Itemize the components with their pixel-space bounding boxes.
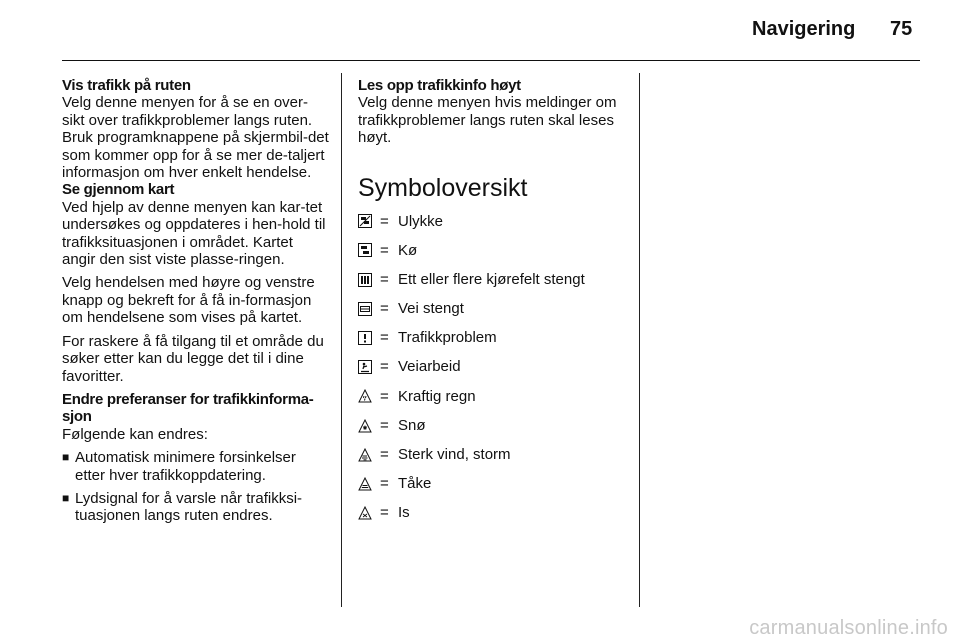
symbol-row-kraftig-regn (358, 382, 630, 411)
lanes-closed-icon (358, 273, 372, 287)
queue-icon (358, 243, 372, 257)
snow-icon (358, 419, 372, 433)
symbol-label: Vei stengt (398, 300, 464, 318)
symbol-row-take (358, 469, 630, 498)
paragraph-velg-hendelsen: Velg hendelsen med høyre og venstre knapp og bekreft for å få in-formasjon om hendelsene som vises på kartet. (62, 274, 315, 327)
heading-les-opp: Les opp trafikkinfo høyt (358, 77, 521, 94)
column-divider-left (341, 73, 342, 607)
symbol-row-ulykke (358, 207, 630, 236)
heading-endre-preferanser: Endre preferanser for trafikkinforma-sjon (62, 390, 314, 426)
page-header-title: Navigering (752, 18, 856, 40)
equals-sign: = (380, 387, 389, 405)
section-title-symboloversikt: Symboloversikt (358, 173, 528, 202)
watermark: carmanualsonline.info (749, 617, 948, 639)
ice-icon (358, 506, 372, 520)
heavy-rain-icon (358, 389, 372, 403)
symbol-label: Is (398, 504, 410, 522)
symbol-label: Ulykke (398, 212, 444, 230)
paragraph-se-gjennom-kart: Ved hjelp av denne menyen kan kar-tet undersøkes og oppdateres i hen-hold til trafikksituasjonen i området. Kartet angir den sist viste plasse-ringen. (62, 198, 326, 269)
equals-sign: = (380, 358, 389, 376)
symbol-row-trafikkproblem (358, 323, 630, 352)
symbol-row-storm (358, 440, 630, 469)
symbol-row-sno (358, 411, 630, 440)
list-item: ■ Automatisk minimere forsinkelser etter hver trafikkoppdatering. (62, 449, 330, 484)
left-column (62, 77, 330, 531)
paragraph-vis-trafikk: Velg denne menyen for å se en over-sikt over trafikkproblemer langs ruten. Bruk programknappene på skjermbil-det som kommer opp for å se mer de-taljert informasjon om hver enkelt hendelse. (62, 94, 329, 182)
symbol-label: Kø (398, 241, 418, 259)
symbol-label: Ett eller flere kjørefelt stengt (398, 270, 585, 288)
symbol-label: Trafikkproblem (398, 329, 497, 347)
symbol-row-vei-stengt (358, 294, 630, 323)
symbol-row-kjorefelt (358, 265, 630, 294)
page-number: 75 (890, 18, 913, 40)
equals-sign: = (380, 300, 389, 318)
accident-icon (358, 214, 372, 228)
equals-sign: = (380, 475, 389, 493)
heading-vis-trafikk: Vis trafikk på ruten (62, 77, 191, 94)
equals-sign: = (380, 446, 389, 464)
header-rule (62, 60, 920, 61)
fog-icon (358, 477, 372, 491)
traffic-problem-icon (358, 331, 372, 345)
equals-sign: = (380, 270, 389, 288)
symbol-label: Veiarbeid (398, 358, 461, 376)
list-item: ■ Lydsignal for å varsle når trafikksi-tuasjonen langs ruten endres. (62, 490, 330, 525)
symbol-label: Snø (398, 416, 426, 434)
symbol-list (358, 207, 630, 528)
equals-sign: = (380, 241, 389, 259)
symbol-label: Tåke (398, 475, 432, 493)
road-closed-icon (358, 302, 372, 316)
middle-column (358, 77, 630, 528)
symbol-row-is (358, 499, 630, 528)
preference-list (62, 449, 330, 525)
roadworks-icon (358, 360, 372, 374)
storm-icon (358, 448, 372, 462)
heading-se-gjennom-kart: Se gjennom kart (62, 181, 175, 199)
equals-sign: = (380, 212, 389, 230)
equals-sign: = (380, 416, 389, 434)
symbol-row-ko (358, 236, 630, 265)
equals-sign: = (380, 329, 389, 347)
paragraph-folgende: Følgende kan endres: (62, 425, 208, 443)
paragraph-les-opp: Velg denne menyen hvis meldinger om trafikkproblemer langs ruten skal leses høyt. (358, 94, 617, 147)
paragraph-raskere-tilgang: For raskere å få tilgang til et område du søker etter kan du legge det til i dine favoritter. (62, 332, 324, 385)
column-divider-right (639, 73, 640, 607)
symbol-label: Kraftig regn (398, 387, 476, 405)
symbol-label: Sterk vind, storm (398, 446, 511, 464)
symbol-row-veiarbeid (358, 353, 630, 382)
equals-sign: = (380, 504, 389, 522)
